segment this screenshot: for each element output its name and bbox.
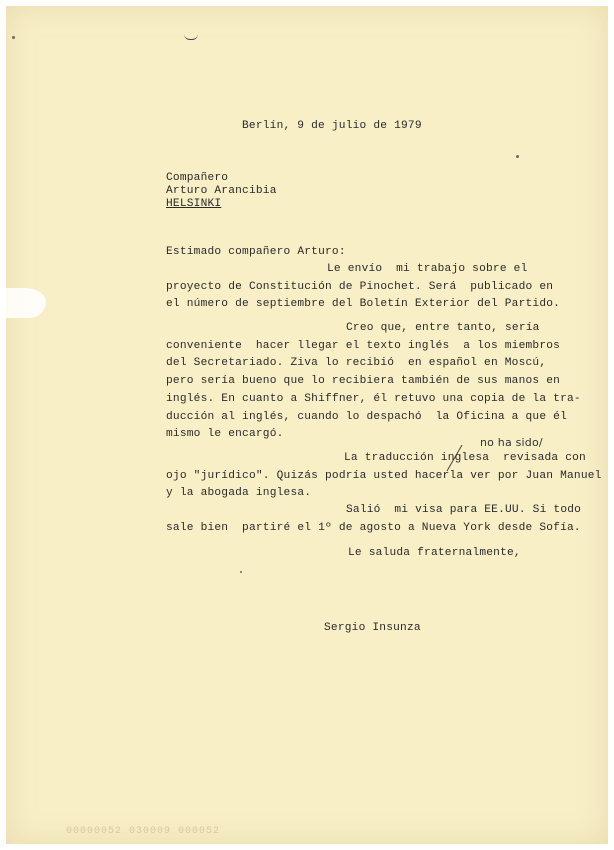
archive-stamp: 00000052 030009 000052 — [66, 826, 221, 837]
greeting: Estimado compañero Arturo: — [166, 246, 346, 258]
paper-speck — [12, 36, 15, 39]
paper-tear — [6, 288, 46, 318]
recipient-title: Compañero — [166, 172, 229, 184]
ink-mark — [184, 34, 198, 40]
body-line: ducción al inglés, cuando lo despachó la Oficina a que él — [166, 411, 567, 423]
body-line: pero sería bueno que lo recibiera también de sus manos en — [166, 375, 561, 387]
paper-speck — [240, 571, 242, 573]
body-line: Le envío mi trabajo sobre el — [327, 263, 528, 275]
body-line: del Secretariado. Ziva lo recibió en español en Moscú, — [166, 357, 547, 369]
date-line: Berlín, 9 de julio de 1979 — [242, 120, 422, 132]
body-line: y la abogada inglesa. — [166, 487, 312, 499]
recipient-city: HELSINKI — [166, 198, 222, 210]
paper-speck — [516, 155, 519, 158]
body-line: mismo le encargó. — [166, 428, 284, 440]
body-line: La traducción inglesa revisada con — [344, 452, 586, 464]
body-line: conveniente hacer llegar el texto inglés a los miembros — [166, 340, 561, 352]
closing-line: Le saluda fraternalmente, — [348, 547, 521, 559]
body-line: proyecto de Constitución de Pinochet. Será publicado en — [166, 281, 554, 293]
signature-name: Sergio Insunza — [324, 622, 421, 634]
recipient-name: Arturo Arancibia — [166, 185, 277, 197]
body-line: sale bien partiré el 1º de agosto a Nueva York desde Sofía. — [166, 522, 581, 534]
body-line: inglés. En cuanto a Shiffner, él retuvo una copia de la tra- — [166, 393, 581, 405]
body-line: ojo "jurídico". Quizás podría usted hacerla ver por Juan Manuel — [166, 470, 602, 482]
handwritten-insert: no ha sido/ — [480, 436, 543, 449]
body-line: Creo que, entre tanto, sería — [346, 322, 540, 334]
letter-page — [6, 6, 608, 844]
body-line: el número de septiembre del Boletín Exterior del Partido. — [166, 298, 561, 310]
body-line: Salió mi visa para EE.UU. Si todo — [346, 504, 582, 516]
